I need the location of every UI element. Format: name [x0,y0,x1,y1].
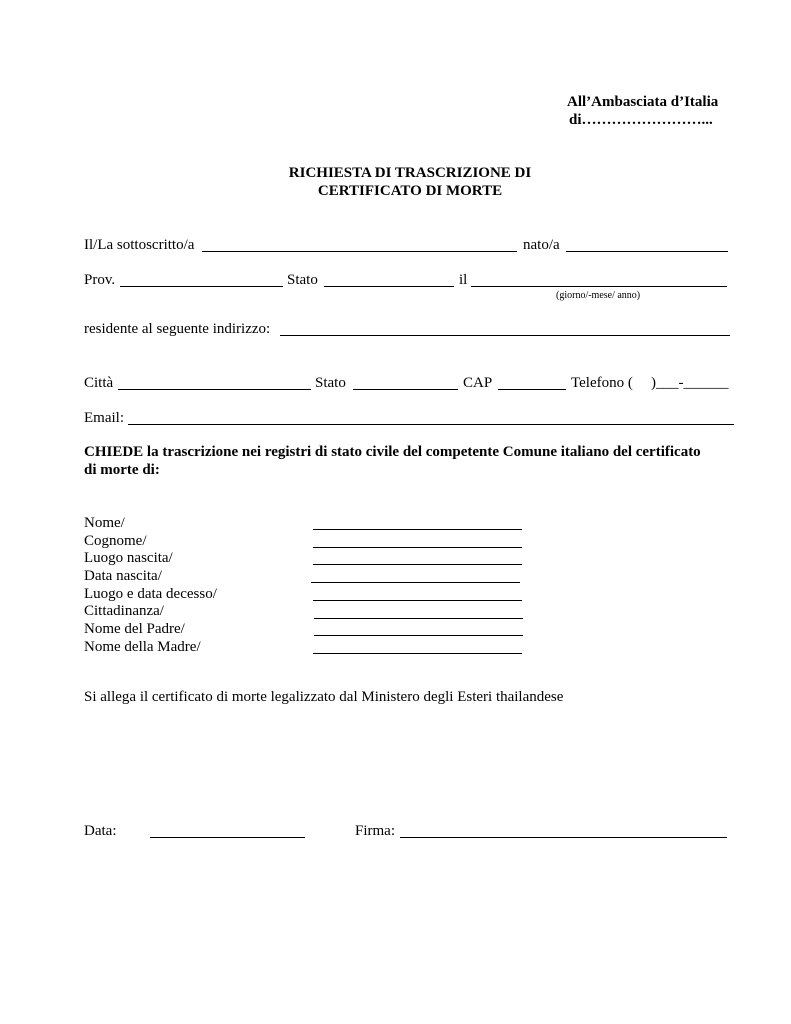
request-text-line-2: di morte di: [84,462,160,478]
request-text-line-1: CHIEDE la trascrizione nei registri di stato civile del competente Comune italiano del certificato [84,444,701,460]
name-label: Il/La sottoscritto/a [84,237,195,253]
signature-label: Firma: [355,823,395,839]
deceased-birthplace-label: Luogo nascita/ [84,550,173,566]
address-field[interactable] [280,335,730,336]
deceased-father-field[interactable] [314,635,523,636]
state-field[interactable] [324,286,454,287]
deceased-birthplace-field[interactable] [313,564,522,565]
deceased-name-field[interactable] [313,529,522,530]
deceased-father-label: Nome del Padre/ [84,621,185,637]
document-title-line-2: CERTIFICATO DI MORTE [317,183,503,199]
deceased-surname-label: Cognome/ [84,533,147,549]
signature-field[interactable] [400,837,727,838]
recipient-line-2: di……………………... [569,112,713,128]
deceased-mother-field[interactable] [313,653,522,654]
prov-label: Prov. [84,272,116,288]
deceased-birthdate-label: Data nascita/ [84,568,162,584]
deceased-death-field[interactable] [313,600,522,601]
deceased-mother-label: Nome della Madre/ [84,639,201,655]
deceased-citizenship-label: Cittadinanza/ [84,603,164,619]
address-label: residente al seguente indirizzo: [84,321,271,337]
deceased-birthdate-field[interactable] [311,582,520,583]
deceased-name-label: Nome/ [84,515,125,531]
state-label: Stato [287,272,318,288]
cap-field[interactable] [498,389,566,390]
deceased-death-label: Luogo e data decesso/ [84,586,217,602]
phone-label: Telefono ( [571,375,633,391]
email-field[interactable] [128,424,734,425]
birthdate-field[interactable] [471,286,727,287]
state2-field[interactable] [353,389,458,390]
prov-field[interactable] [120,286,283,287]
phone-field-mask[interactable]: )___-______ [651,375,729,391]
email-label: Email: [84,410,124,426]
recipient-line-1: All’Ambasciata d’Italia [567,94,719,110]
name-field[interactable] [202,251,517,252]
city-field[interactable] [118,389,311,390]
deceased-citizenship-field[interactable] [314,618,523,619]
date-signature-label: Data: [84,823,117,839]
state2-label: Stato [315,375,346,391]
date-label: il [459,272,468,288]
document-title-line-1: RICHIESTA DI TRASCRIZIONE DI [288,165,532,181]
date-format-hint: (giorno/-mese/ anno) [556,290,641,301]
birthplace-field[interactable] [566,251,728,252]
born-label: nato/a [523,237,560,253]
date-signature-field[interactable] [150,837,305,838]
city-label: Città [84,375,114,391]
attachment-note: Si allega il certificato di morte legalizzato dal Ministero degli Esteri thailandese [84,689,564,705]
cap-label: CAP [463,375,493,391]
deceased-surname-field[interactable] [313,547,522,548]
